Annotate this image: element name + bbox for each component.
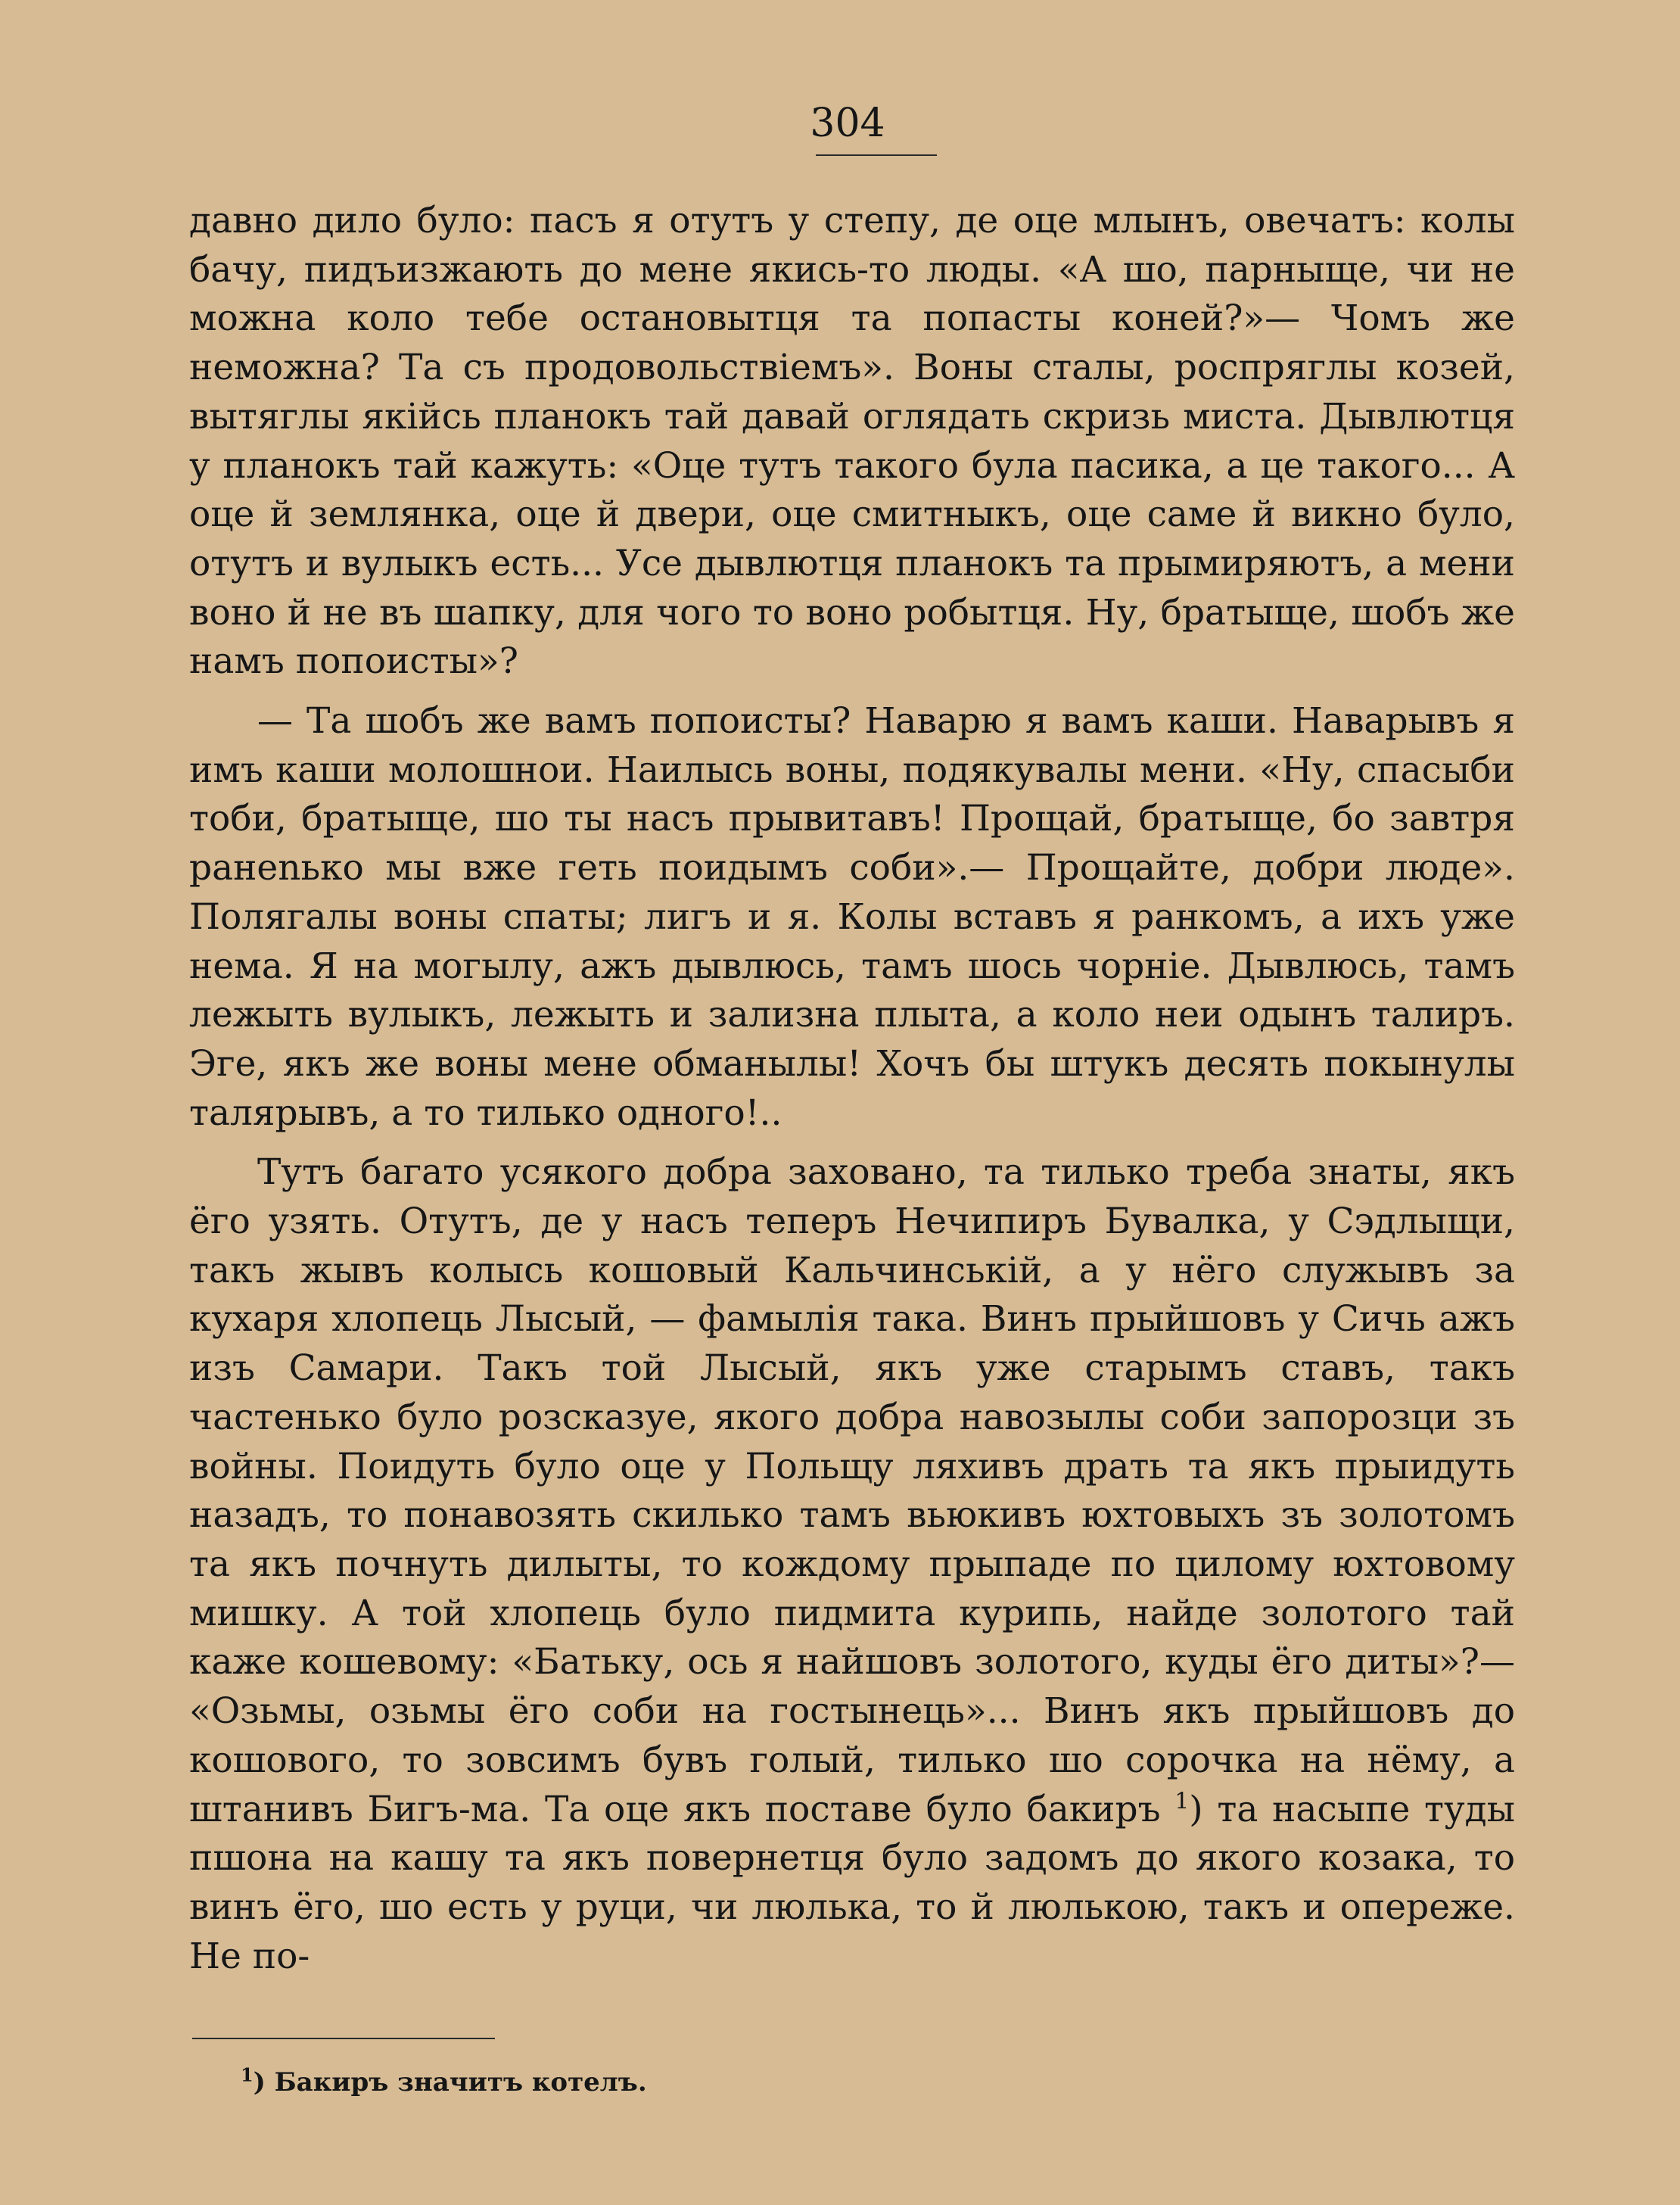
paragraph-3-continuation: ) та насыпе туды пшона на кашу та якъ повернетця було задомъ до якого козака, то винъ ёго, шо есть у руци, чи люлька, то й люлькою, такъ и опереже. Не по-	[189, 1788, 1515, 1977]
footnote-text: ) Бакиръ значитъ котелъ.	[253, 2067, 647, 2098]
page-number: 304	[810, 101, 885, 146]
paragraph-1: давно дило було: пасъ я отутъ у степу, де оце млынъ, овечатъ: колы бачу, пидъизжають до мене якись-то люды. «А шо, парныще, чи не можна коло тебе остановытця та попасты коней?»— Чомъ же неможна? Та съ продовольствіемъ». Воны сталы, роспряглы козей, вытяглы якійсь планокъ тай давай оглядать скризь миста. Дывлютця у планокъ тай кажуть: «Оце тутъ такого була пасика, а це такого... А оце й землянка, оце й двери, оце смитныкъ, оце саме й викно було, отутъ и вулыкъ есть... Усе дывлютця планокъ та прымиряютъ, а мени воно й не въ шапку, для чого то воно робытця. Ну, братыще, шобъ же намъ попоисты»?	[189, 200, 1515, 683]
paragraph-2: — Та шобъ же вамъ попоисты? Наварю я вамъ каши. Наварывъ я имъ каши молошнои. Наилысь воны, подякувалы мени. «Ну, спасыби тоби, братыще, шо ты насъ прывитавъ! Прощай, братыще, бо завтря ранenько мы вже геть поидымъ соби».— Прощайте, добри люде». Полягалы воны спаты; лигъ и я. Колы вставъ я ранкомъ, а ихъ уже нема. Я на могылу, ажъ дывлюсь, тамъ шось чорніе. Дывлюсь, тамъ лежыть вулыкъ, лежыть и зализна плыта, а коло неи одынъ талиръ. Эге, якъ же воны мене обманылы! Хочъ бы штукъ десять покынулы талярывъ, а то тилько одного!..	[189, 700, 1515, 1134]
footnote	[241, 2065, 1376, 2100]
footnote-mark: 1	[241, 2063, 254, 2086]
paragraph-3	[189, 1148, 1515, 1981]
body-text	[189, 197, 1515, 1981]
footnote-rule	[192, 2038, 495, 2039]
paragraph-3-text: Тутъ багато усякого добра заховано, та тилько треба знаты, якъ ёго узять. Отутъ, де у насъ теперъ Нечипиръ Бувалка, у Сэдлыщи, такъ жывъ колысь кошовый Кальчинській, а у нёго служывъ за кухаря хлопець Лысый, — фамылія така. Винъ прыйшовъ у Сичь ажъ изъ Самари. Такъ той Лысый, якъ уже старымъ ставъ, такъ частенько було розсказуе, якого добра навозылы соби запорозци зъ войны. Поидуть було оце у Польщу ляхивъ драть та якъ прыидуть назадъ, то понавозять скилько тамъ вьюкивъ юхтовыхъ зъ золотомъ та якъ почнуть дилыты, то кождому прыпаде по цилому юхтовому мишку. А той хлопець було пидмита курипь, найде золотого тай каже кошевому: «Батьку, ось я найшовъ золотого, куды ёго диты»?— «Озьмы, озьмы ёго соби на гостынець»... Винъ якъ прыйшовъ до кошового, то зовсимъ бувъ голый, тилько шо сорочка на нёму, а штанивъ Бигъ-ма. Та оце якъ поставе було бакиръ	[189, 1151, 1515, 1830]
page-number-rule	[816, 154, 937, 156]
footnote-ref-marker: 1	[1174, 1787, 1190, 1814]
